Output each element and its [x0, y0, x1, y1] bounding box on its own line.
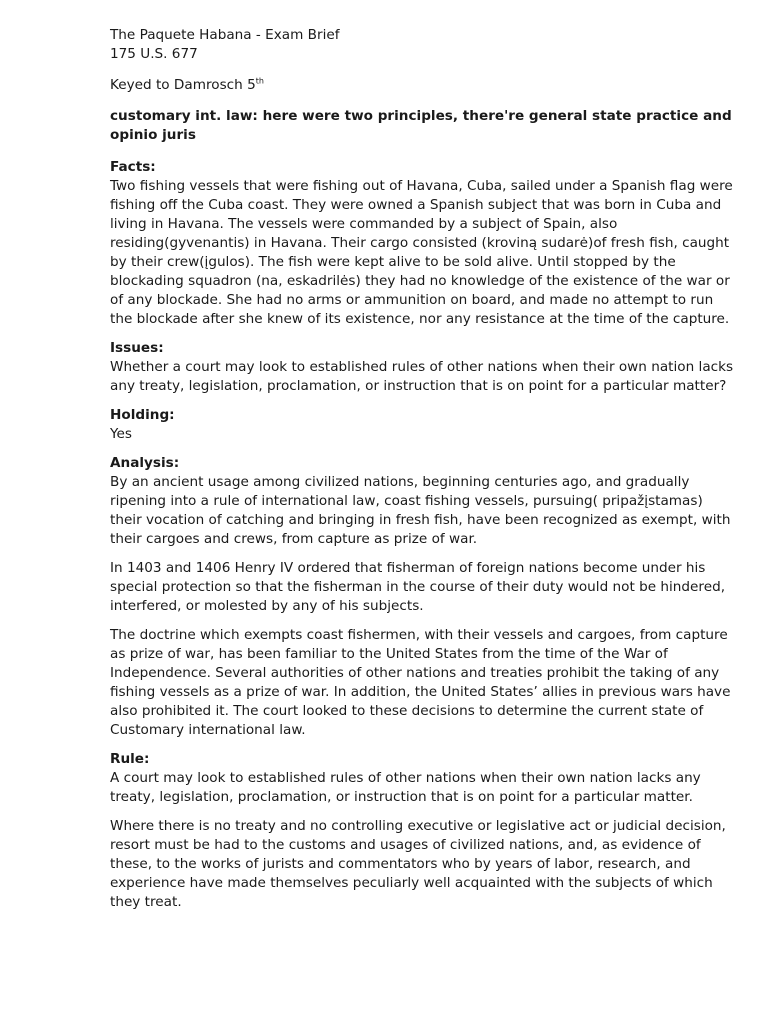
rule-paragraph: Where there is no treaty and no controlling executive or legislative act or judicial decision, resort must be had to the customs and usages of civilized nations, and, as evidence of these, to the works of jurists and commentators who by years of labor, research, and experience have made themselves peculiarly well acquainted with the subjects of which they treat.: [110, 818, 726, 910]
rule-section: [110, 750, 734, 912]
analysis-paragraph: By an ancient usage among civilized nations, beginning centuries ago, and gradually ripening into a rule of international law, coast fishing vessels, pursuing( pripažįstamas) their vocation of catching and bringing in fresh fish, have been recognized as exempt, with their cargoes and crews, from capture as prize of war.: [110, 474, 731, 547]
rule-paragraph: A court may look to established rules of other nations when their own nation lacks any treaty, legislation, proclamation, or instruction that is on point for a particular matter.: [110, 770, 701, 805]
facts-text: Two fishing vessels that were fishing out of Havana, Cuba, sailed under a Spanish flag were fishing off the Cuba coast. They were owned a Spanish subject that was born in Cuba and living in Havana. The vessels were commanded by a subject of Spain, also residing(gyvenantis) in Havana. Their cargo consisted (kroviną sudarė)of fresh fish, caught by their crew(įgulos). The fish were kept alive to be sold alive. Until stopped by the blockading squadron (na, eskadrilės) they had no knowledge of the existence of the war or of any blockade. She had no arms or ammunition on board, and made no attempt to run the blockade after she knew of its existence, nor any resistance at the time of the capture.: [110, 178, 733, 327]
holding-title: Holding:: [110, 407, 175, 423]
document-title: The Paquete Habana - Exam Brief: [110, 27, 340, 43]
analysis-paragraph: In 1403 and 1406 Henry IV ordered that fisherman of foreign nations become under his special protection so that the fisherman in the course of their duty would not be hindered, interfered, or molested by any of his subjects.: [110, 560, 726, 614]
keyed-superscript: th: [255, 76, 264, 86]
issues-title: Issues:: [110, 340, 164, 356]
analysis-title: Analysis:: [110, 455, 180, 471]
rule-title: Rule:: [110, 751, 150, 767]
analysis-section: [110, 454, 734, 740]
facts-title: Facts:: [110, 159, 156, 175]
issues-text: Whether a court may look to established rules of other nations when their own nation lacks any treaty, legislation, proclamation, or instruction that is on point for a particular matter?: [110, 359, 734, 394]
holding-section: [110, 406, 734, 444]
holding-text: Yes: [110, 426, 132, 442]
issues-section: [110, 339, 734, 396]
facts-section: [110, 158, 734, 329]
analysis-paragraph: The doctrine which exempts coast fishermen, with their vessels and cargoes, from capture as prize of war, has been familiar to the United States from the time of the War of Independence. Several authorities of other nations and treaties prohibit the taking of any fishing vessels as a prize of war. In addition, the United States’ allies in previous wars have also prohibited it. The court looked to these decisions to determine the current state of Customary international law.: [110, 627, 731, 738]
case-citation: 175 U.S. 677: [110, 46, 198, 62]
topic-heading: customary int. law: here were two principles, there're general state practice and opinio juris: [110, 108, 732, 143]
keyed-text: Keyed to Damrosch 5: [110, 77, 256, 93]
keyed-note: [110, 76, 734, 95]
